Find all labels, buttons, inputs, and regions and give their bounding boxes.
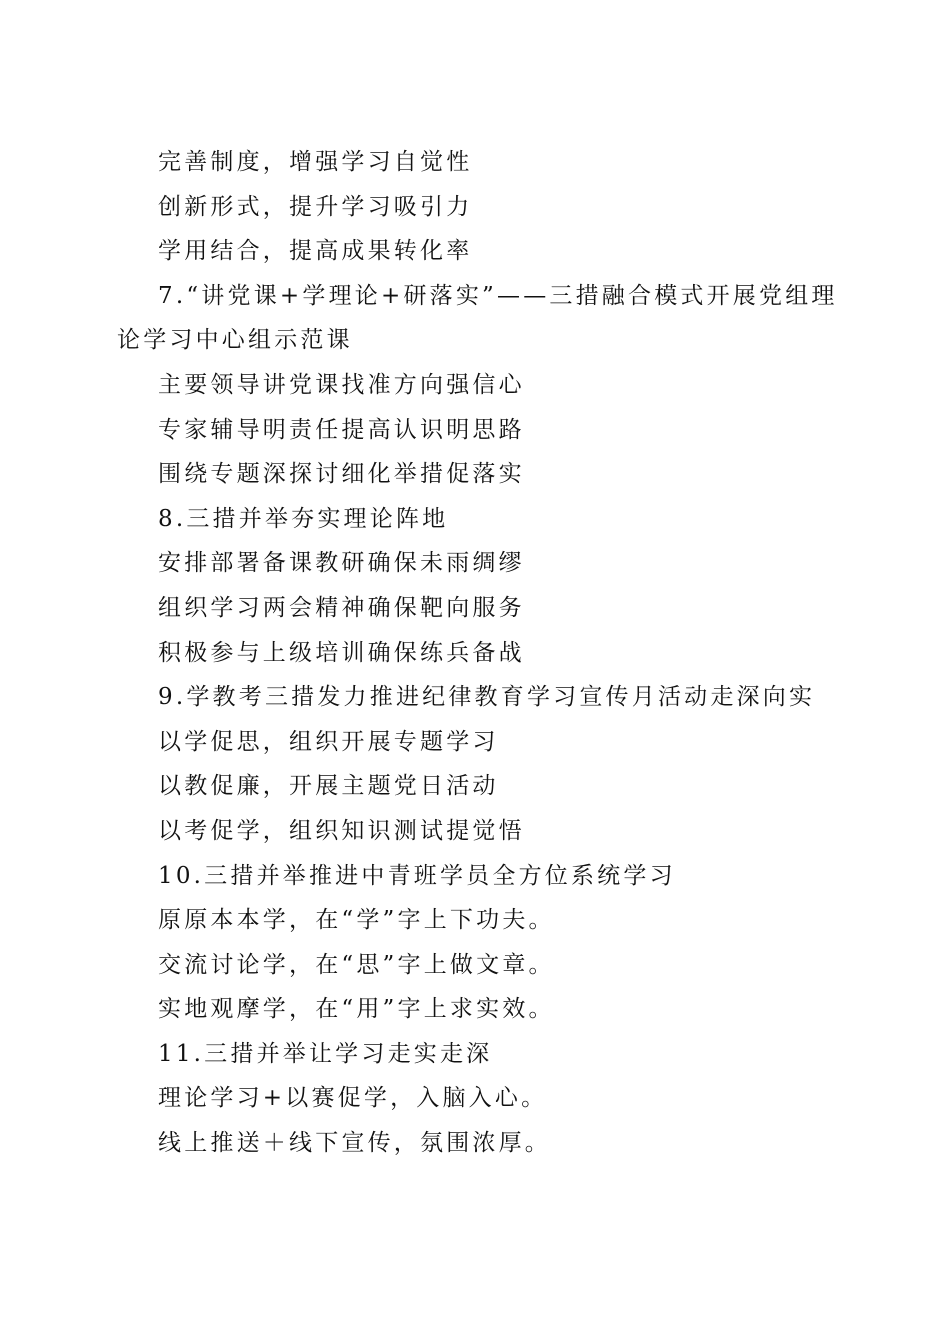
list-item: 主要领导讲党课找准方向强信心 (158, 371, 525, 398)
list-item: 专家辅导明责任提高认识明思路 (158, 416, 525, 443)
list-item: 安排部署备课教研确保未雨绸缪 (158, 550, 525, 577)
list-item: 原原本本学，在“学”字上下功夫。 (158, 907, 555, 934)
list-item: 理论学习+以赛促学，入脑入心。 (158, 1085, 548, 1112)
section-heading-8: 8.三措并举夯实理论阵地 (158, 505, 449, 532)
list-item: 以教促廉，开展主题党日活动 (158, 773, 499, 800)
list-item: 线上推送＋线下宣传，氛围浓厚。 (158, 1130, 551, 1157)
section-heading-11: 11.三措并举让学习走实走深 (158, 1040, 493, 1067)
document-body (117, 140, 837, 1166)
list-item: 完善制度，增强学习自觉性 (158, 149, 473, 175)
list-item: 实地观摩学，在“用”字上求实效。 (158, 996, 555, 1023)
list-item: 积极参与上级培训确保练兵备战 (158, 639, 525, 666)
list-item: 以学促思，组织开展专题学习 (158, 728, 499, 755)
section-heading-7-continuation: 论学习中心组示范课 (117, 327, 353, 354)
list-item: 交流讨论学，在“思”字上做文章。 (158, 951, 555, 978)
list-item: 组织学习两会精神确保靶向服务 (158, 594, 525, 621)
list-item: 以考促学，组织知识测试提觉悟 (158, 817, 525, 844)
list-item: 围绕专题深探讨细化举措促落实 (158, 461, 525, 488)
section-heading-7: 7.“讲党课+学理论+研落实”——三措融合模式开展党组理 (158, 282, 838, 309)
section-heading-9: 9.学教考三措发力推进纪律教育学习宣传月活动走深向实 (158, 684, 816, 711)
section-heading-10: 10.三措并举推进中青班学员全方位系统学习 (158, 862, 676, 889)
list-item: 创新形式，提升学习吸引力 (158, 193, 473, 220)
list-item: 学用结合，提高成果转化率 (158, 238, 473, 265)
